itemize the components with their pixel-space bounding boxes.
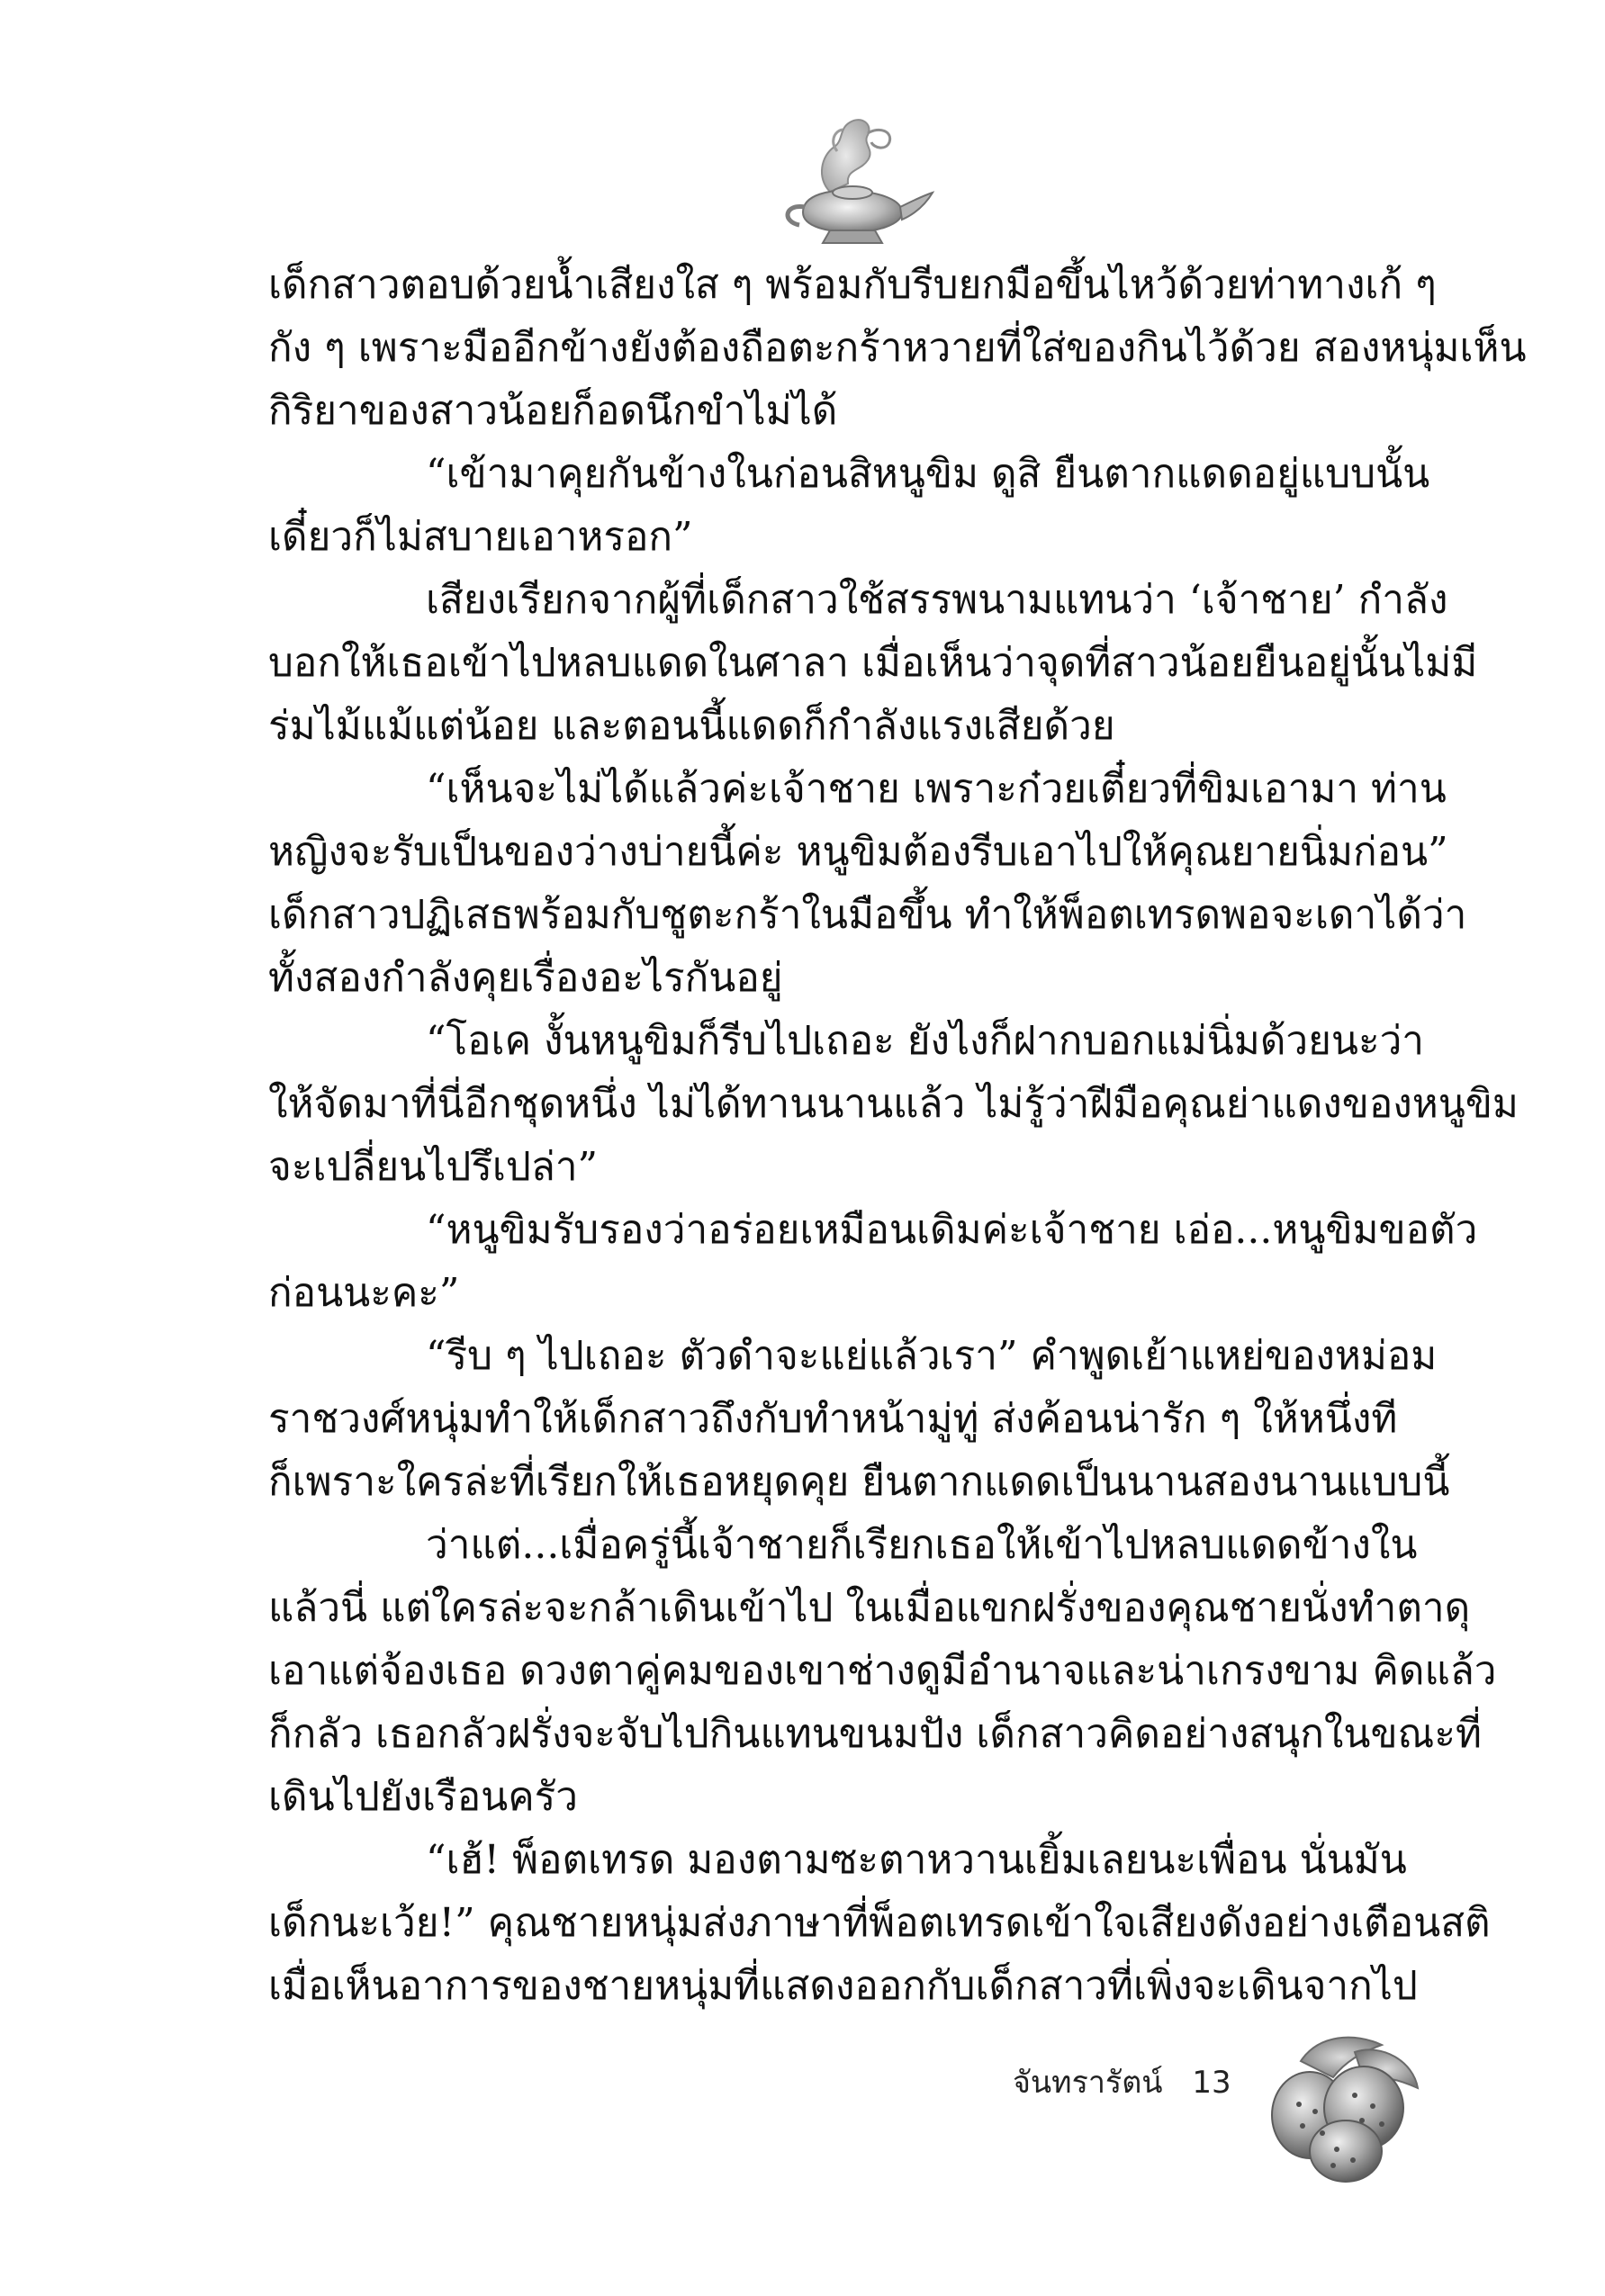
text-line: “โอเค งั้นหนูขิมก็รีบไปเถอะ ยังไงก็ฝากบอกแม่นิ่มด้วยนะว่า bbox=[426, 1018, 1425, 1064]
paragraph bbox=[268, 758, 1467, 1010]
text-line: “รีบ ๆ ไปเถอะ ตัวดำจะแย่แล้วเรา” คำพูดเย้าแหย่ของหม่อม bbox=[426, 1333, 1438, 1379]
paragraph bbox=[268, 1010, 1519, 1199]
text-line: ราชวงศ์หนุ่มทำให้เด็กสาวถึงกับทำหน้ามู่ทู่ ส่งค้อนน่ารัก ๆ ให้หนึ่งที bbox=[268, 1396, 1398, 1442]
text-line: “เข้ามาคุยกันข้างในก่อนสิหนูขิม ดูสิ ยืนตากแดดอยู่แบบนั้น bbox=[426, 451, 1430, 497]
text-line: “เฮ้! พ็อตเทรด มองตามซะตาหวานเยิ้มเลยนะเพื่อน นั่นมัน bbox=[426, 1837, 1407, 1883]
paragraph bbox=[268, 1514, 1497, 1829]
text-line: “หนูขิมรับรองว่าอร่อยเหมือนเดิมค่ะเจ้าชาย เอ่อ...หนูขิมขอตัว bbox=[426, 1207, 1478, 1253]
text-line: “เห็นจะไม่ได้แล้วค่ะเจ้าชาย เพราะก๋วยเตี๋ยวที่ขิมเอามา ท่าน bbox=[426, 766, 1447, 812]
text-line: จะเปลี่ยนไปรึเปล่า” bbox=[268, 1144, 599, 1190]
paragraph bbox=[268, 443, 1430, 569]
paragraph bbox=[268, 1199, 1478, 1325]
body-text bbox=[268, 254, 1527, 2018]
paragraph bbox=[268, 569, 1478, 758]
page-footer bbox=[0, 2025, 1605, 2205]
text-line: ทั้งสองกำลังคุยเรื่องอะไรกันอยู่ bbox=[268, 955, 783, 1001]
author-name: จันทรารัตน์ bbox=[1013, 2065, 1163, 2101]
text-line: เอาแต่จ้องเธอ ดวงตาคู่คมของเขาช่างดูมีอำนาจและน่าเกรงขาม คิดแล้ว bbox=[268, 1648, 1497, 1694]
text-line: ก็เพราะใครล่ะที่เรียกให้เธอหยุดคุย ยืนตากแดดเป็นนานสองนานแบบนี้ bbox=[268, 1459, 1450, 1505]
paragraph bbox=[268, 1325, 1450, 1514]
text-line: เสียงเรียกจากผู้ที่เด็กสาวใช้สรรพนามแทนว่า ‘เจ้าชาย’ กำลัง bbox=[426, 577, 1448, 623]
text-line: ให้จัดมาที่นี่อีกชุดหนึ่ง ไม่ได้ทานนานแล้ว ไม่รู้ว่าฝีมือคุณย่าแดงของหนูขิม bbox=[268, 1081, 1519, 1127]
page-number: 13 bbox=[1192, 2065, 1231, 2101]
text-line: ว่าแต่...เมื่อครู่นี้เจ้าชายก็เรียกเธอให้เข้าไปหลบแดดข้างใน bbox=[426, 1522, 1418, 1568]
text-line: กัง ๆ เพราะมืออีกข้างยังต้องถือตะกร้าหวายที่ใส่ของกินไว้ด้วย สองหนุ่มเห็น bbox=[268, 325, 1527, 371]
genie-lamp-icon bbox=[767, 106, 938, 250]
text-line: เดินไปยังเรือนครัว bbox=[268, 1774, 578, 1820]
text-line: เดี๋ยวก็ไม่สบายเอาหรอก” bbox=[268, 514, 693, 560]
paragraph bbox=[268, 1829, 1491, 2018]
paragraph bbox=[268, 254, 1527, 443]
text-line: เมื่อเห็นอาการของชายหนุ่มที่แสดงออกกับเด็กสาวที่เพิ่งจะเดินจากไป bbox=[268, 1963, 1418, 2009]
text-line: แล้วนี่ แต่ใครล่ะจะกล้าเดินเข้าไป ในเมื่อแขกฝรั่งของคุณชายนั่งทำตาดุ bbox=[268, 1585, 1471, 1631]
text-line: ก็กลัว เธอกลัวฝรั่งจะจับไปกินแทนขนมปัง เด็กสาวคิดอย่างสนุกในขณะที่ bbox=[268, 1711, 1482, 1757]
fruit-cluster-icon bbox=[1247, 2025, 1427, 2187]
text-line: เด็กนะเว้ย!” คุณชายหนุ่มส่งภาษาที่พ็อตเทรดเข้าใจเสียงดังอย่างเตือนสติ bbox=[268, 1900, 1491, 1946]
text-line: กิริยาของสาวน้อยก็อดนึกขำไม่ได้ bbox=[268, 388, 838, 434]
text-line: หญิงจะรับเป็นของว่างบ่ายนี้ค่ะ หนูขิมต้องรีบเอาไปให้คุณยายนิ่มก่อน” bbox=[268, 829, 1448, 875]
text-line: ก่อนนะคะ” bbox=[268, 1270, 460, 1316]
text-line: ร่มไม้แม้แต่น้อย และตอนนี้แดดก็กำลังแรงเสียด้วย bbox=[268, 703, 1115, 749]
text-line: บอกให้เธอเข้าไปหลบแดดในศาลา เมื่อเห็นว่าจุดที่สาวน้อยยืนอยู่นั้นไม่มี bbox=[268, 640, 1478, 686]
footer-text bbox=[1013, 2057, 1231, 2106]
text-line: เด็กสาวตอบด้วยน้ำเสียงใส ๆ พร้อมกับรีบยกมือขึ้นไหว้ด้วยท่าทางเก้ ๆ bbox=[268, 262, 1437, 308]
text-line: เด็กสาวปฏิเสธพร้อมกับชูตะกร้าในมือขึ้น ทำให้พ็อตเทรดพอจะเดาได้ว่า bbox=[268, 892, 1467, 938]
